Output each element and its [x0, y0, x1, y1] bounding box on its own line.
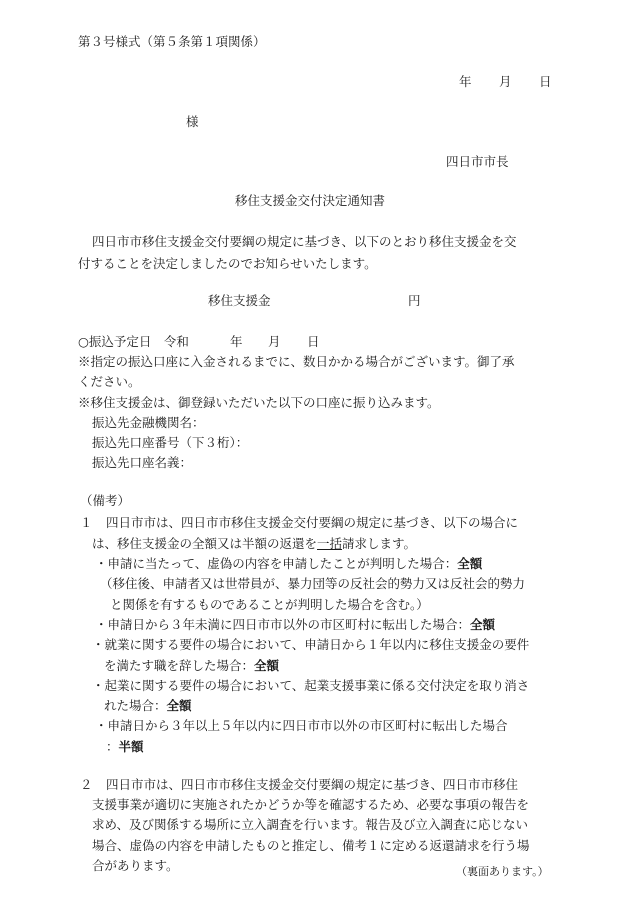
- remark-2-number: ２: [80, 777, 93, 792]
- intro-line-2: 付することを決定しましたのでお知らせいたします。: [78, 256, 377, 271]
- case-3-line-1: ・就業に関する要件の場合において、申請日から１年以内に移住支援金の要件: [92, 637, 530, 652]
- remark-1-line-2: は、移住支援金の全額又は半額の返還を一括請求します。: [92, 536, 417, 551]
- case-4-line-2: れた場合：全額: [104, 698, 192, 713]
- case-1: ・申請に当たって、虚偽の内容を申請したことが判明した場合：全額: [95, 556, 483, 571]
- date-day: 日: [539, 74, 552, 89]
- case-5-line-1: ・申請日から３年以上５年以内に四日市市以外の市区町村に転出した場合: [95, 718, 508, 733]
- note-1-line-2: ください。: [78, 374, 141, 389]
- amount-label: 移住支援金: [208, 293, 271, 308]
- case-4-line-1: ・起業に関する要件の場合において、起業支援事業に係る交付決定を取り消さ: [92, 678, 530, 693]
- bank-name-label: 振込先金融機関名：: [92, 415, 205, 430]
- document-title: 移住支援金交付決定通知書: [235, 193, 386, 208]
- account-name-label: 振込先口座名義：: [92, 455, 193, 470]
- case-1-note-line-2: と関係を有するものであることが判明した場合を含む。）: [110, 597, 429, 612]
- remark-1-line-1: 四日市市は、四日市市移住支援金交付要綱の規定に基づき、以下の場合に: [106, 515, 519, 530]
- intro-line-1: 四日市市移住支援金交付要綱の規定に基づき、以下のとおり移住支援金を交: [92, 234, 517, 249]
- amount-unit: 円: [408, 293, 421, 308]
- addressee-suffix: 様: [186, 114, 199, 129]
- scheduled-month: 月: [268, 334, 281, 349]
- remark-2-line-1: 四日市市は、四日市市移住支援金交付要綱の規定に基づき、四日市市移住: [106, 777, 519, 792]
- scheduled-date-label: ○振込予定日 令和: [78, 334, 189, 349]
- note-1-line-1: ※指定の振込口座に入金されるまでに、数日かかる場合がございます。御了承: [78, 354, 515, 369]
- issuer: 四日市市長: [446, 154, 509, 169]
- case-5-line-2: ：半額: [106, 739, 144, 754]
- remark-1-number: １: [80, 515, 93, 530]
- remark-2-line-2: 支援事業が適切に実施されたかどうか等を確認するため、必要な事項の報告を: [92, 797, 530, 812]
- scheduled-day: 日: [307, 334, 320, 349]
- case-1-note-line-1: （移住後、申請者又は世帯員が、暴力団等の反社会的勢力又は反社会的勢力: [100, 576, 526, 591]
- underlined-term: 一括: [317, 536, 343, 551]
- note-2: ※移住支援金は、御登録いただいた以下の口座に振り込みます。: [78, 395, 440, 410]
- remark-2-line-4: 場合、虚偽の内容を申請したものと推定し、備考１に定める返還請求を行う場: [92, 838, 530, 853]
- account-number-label: 振込先口座番号（下３桁）：: [92, 435, 249, 450]
- remark-2-line-5: 合があります。: [92, 858, 179, 873]
- reverse-side-note: （裏面あります。）: [456, 865, 549, 878]
- remarks-heading: （備考）: [80, 493, 131, 508]
- case-2: ・申請日から３年未満に四日市市以外の市区町村に転出した場合：全額: [95, 617, 496, 632]
- case-3-line-2: を満たす職を辞した場合：全額: [104, 658, 280, 673]
- form-number: 第３号様式（第５条第１項関係）: [78, 34, 266, 49]
- date-year: 年: [459, 74, 472, 89]
- remark-2-line-3: 求め、及び関係する場所に立入調査を行います。報告及び立入調査に応じない: [92, 817, 529, 832]
- date-month: 月: [499, 74, 512, 89]
- scheduled-year: 年: [230, 334, 243, 349]
